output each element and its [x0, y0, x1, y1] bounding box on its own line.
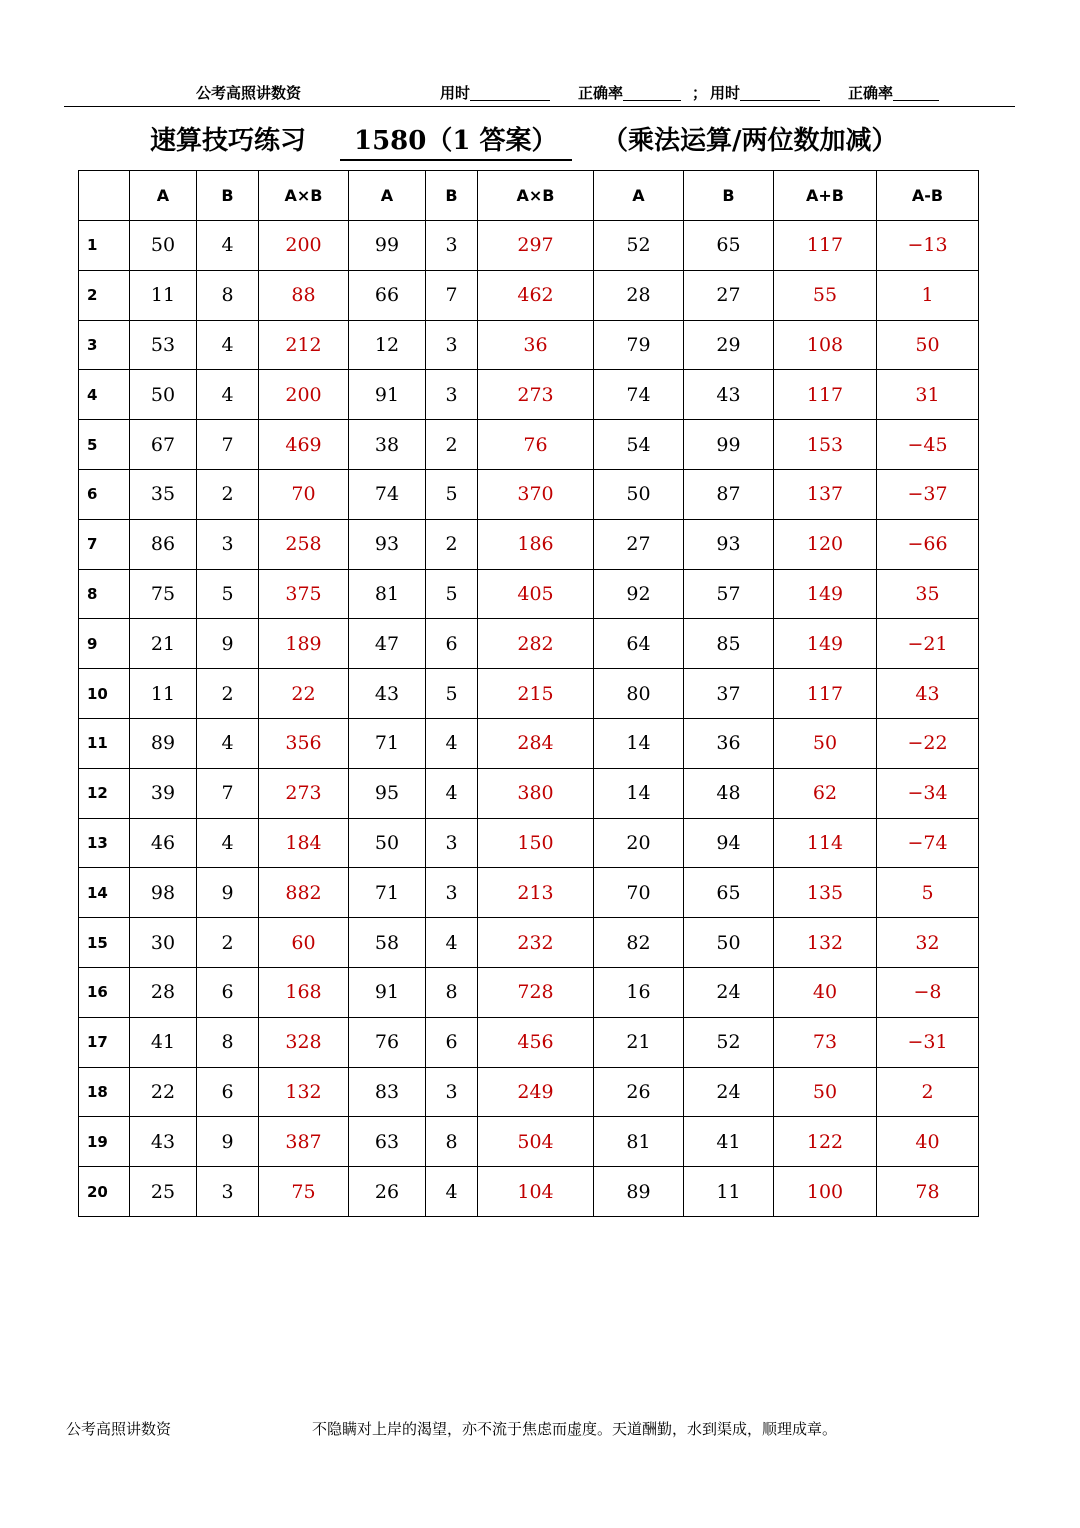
operand-cell: 3 — [426, 320, 478, 370]
operand-cell: 82 — [594, 918, 684, 968]
time-field-1[interactable] — [440, 82, 470, 103]
operand-cell: 8 — [426, 1117, 478, 1167]
operand-cell: 21 — [130, 619, 197, 669]
answer-cell: 469 — [259, 420, 349, 470]
answer-cell: 122 — [774, 1117, 877, 1167]
operand-cell: 57 — [684, 569, 774, 619]
answer-cell: 370 — [478, 469, 594, 519]
row-number: 9 — [79, 619, 130, 669]
answer-cell: −37 — [877, 469, 979, 519]
answer-cell: 728 — [478, 967, 594, 1017]
operand-cell: 52 — [684, 1017, 774, 1067]
operand-cell: 4 — [197, 320, 259, 370]
answer-cell: 88 — [259, 270, 349, 320]
answer-cell: 50 — [774, 1067, 877, 1117]
operand-cell: 3 — [197, 519, 259, 569]
operand-cell: 6 — [426, 619, 478, 669]
practice-table — [78, 170, 979, 1217]
answer-cell: 153 — [774, 420, 877, 470]
row-number: 17 — [79, 1017, 130, 1067]
answer-cell: 249 — [478, 1067, 594, 1117]
operand-cell: 4 — [426, 768, 478, 818]
answer-cell: 104 — [478, 1167, 594, 1217]
operand-cell: 25 — [130, 1167, 197, 1217]
answer-cell: 100 — [774, 1167, 877, 1217]
operand-cell: 52 — [594, 221, 684, 271]
column-header: A-B — [877, 171, 979, 221]
answer-cell: 2 — [877, 1067, 979, 1117]
row-number: 15 — [79, 918, 130, 968]
table-row — [79, 1017, 979, 1067]
answer-cell: 273 — [259, 768, 349, 818]
answer-cell: −34 — [877, 768, 979, 818]
operand-cell: 11 — [130, 669, 197, 719]
answer-cell: 22 — [259, 669, 349, 719]
operand-cell: 64 — [594, 619, 684, 669]
row-number: 10 — [79, 669, 130, 719]
operand-cell: 41 — [684, 1117, 774, 1167]
operand-cell: 65 — [684, 868, 774, 918]
answer-cell: 36 — [478, 320, 594, 370]
operand-cell: 7 — [197, 420, 259, 470]
answer-cell: 108 — [774, 320, 877, 370]
footer-motto: 不隐瞒对上岸的渴望，亦不流于焦虑而虚度。天道酬勤，水到渠成，顺理成章。 — [312, 1420, 838, 1438]
operand-cell: 71 — [349, 868, 426, 918]
operand-cell: 39 — [130, 768, 197, 818]
operand-cell: 46 — [130, 818, 197, 868]
answer-cell: 43 — [877, 669, 979, 719]
operand-cell: 58 — [349, 918, 426, 968]
column-header: B — [426, 171, 478, 221]
answer-cell: 273 — [478, 370, 594, 420]
answer-cell: 212 — [259, 320, 349, 370]
table-row — [79, 519, 979, 569]
accuracy-label-2: 正确率 — [848, 84, 894, 102]
header-brand: 公考高照讲数资 — [196, 84, 302, 102]
title-code: 1580（1 答案） — [340, 120, 572, 161]
operand-cell: 4 — [426, 918, 478, 968]
operand-cell: 91 — [349, 370, 426, 420]
operand-cell: 3 — [426, 868, 478, 918]
answer-cell: 284 — [478, 718, 594, 768]
table-row — [79, 469, 979, 519]
answer-cell: 215 — [478, 669, 594, 719]
accuracy-field-1[interactable] — [578, 82, 623, 103]
answer-cell: 73 — [774, 1017, 877, 1067]
operand-cell: 16 — [594, 967, 684, 1017]
table-row — [79, 967, 979, 1017]
operand-cell: 63 — [349, 1117, 426, 1167]
row-number: 18 — [79, 1067, 130, 1117]
operand-cell: 27 — [594, 519, 684, 569]
operand-cell: 35 — [130, 469, 197, 519]
row-number: 13 — [79, 818, 130, 868]
answer-cell: 50 — [877, 320, 979, 370]
operand-cell: 2 — [426, 420, 478, 470]
answer-cell: 117 — [774, 669, 877, 719]
operand-cell: 83 — [349, 1067, 426, 1117]
answer-cell: 62 — [774, 768, 877, 818]
answer-cell: 405 — [478, 569, 594, 619]
table-row — [79, 569, 979, 619]
answer-cell: 258 — [259, 519, 349, 569]
answer-cell: 200 — [259, 370, 349, 420]
answer-cell: 186 — [478, 519, 594, 569]
operand-cell: 9 — [197, 619, 259, 669]
answer-cell: −66 — [877, 519, 979, 569]
operand-cell: 3 — [426, 1067, 478, 1117]
operand-cell: 99 — [349, 221, 426, 271]
operand-cell: 3 — [426, 221, 478, 271]
operand-cell: 81 — [594, 1117, 684, 1167]
operand-cell: 37 — [684, 669, 774, 719]
accuracy-field-2[interactable] — [848, 82, 893, 103]
operand-cell: 8 — [197, 270, 259, 320]
operand-cell: 80 — [594, 669, 684, 719]
operand-cell: 71 — [349, 718, 426, 768]
operand-cell: 3 — [426, 370, 478, 420]
operand-cell: 6 — [197, 1067, 259, 1117]
operand-cell: 5 — [426, 569, 478, 619]
operand-cell: 29 — [684, 320, 774, 370]
answer-cell: 387 — [259, 1117, 349, 1167]
answer-cell: −31 — [877, 1017, 979, 1067]
header-bar — [64, 78, 1014, 106]
answer-cell: 137 — [774, 469, 877, 519]
answer-cell: −74 — [877, 818, 979, 868]
operand-cell: 22 — [130, 1067, 197, 1117]
answer-cell: 328 — [259, 1017, 349, 1067]
operand-cell: 43 — [349, 669, 426, 719]
operand-cell: 75 — [130, 569, 197, 619]
operand-cell: 30 — [130, 918, 197, 968]
operand-cell: 2 — [426, 519, 478, 569]
answer-cell: 117 — [774, 221, 877, 271]
operand-cell: 92 — [594, 569, 684, 619]
row-number: 14 — [79, 868, 130, 918]
table-row — [79, 370, 979, 420]
row-number: 5 — [79, 420, 130, 470]
operand-cell: 5 — [426, 669, 478, 719]
operand-cell: 14 — [594, 718, 684, 768]
operand-cell: 74 — [349, 469, 426, 519]
table-row — [79, 1167, 979, 1217]
operand-cell: 9 — [197, 1117, 259, 1167]
operand-cell: 4 — [426, 1167, 478, 1217]
row-number: 19 — [79, 1117, 130, 1167]
operand-cell: 3 — [426, 818, 478, 868]
operand-cell: 48 — [684, 768, 774, 818]
table-row — [79, 868, 979, 918]
operand-cell: 74 — [594, 370, 684, 420]
operand-cell: 2 — [197, 918, 259, 968]
operand-cell: 6 — [426, 1017, 478, 1067]
answer-cell: 132 — [259, 1067, 349, 1117]
operand-cell: 8 — [197, 1017, 259, 1067]
operand-cell: 21 — [594, 1017, 684, 1067]
table-row — [79, 221, 979, 271]
answer-cell: 135 — [774, 868, 877, 918]
accuracy-blank-1[interactable] — [623, 86, 681, 101]
operand-cell: 70 — [594, 868, 684, 918]
answer-cell: 882 — [259, 868, 349, 918]
answer-cell: 168 — [259, 967, 349, 1017]
operand-cell: 28 — [594, 270, 684, 320]
footer-brand: 公考高照讲数资 — [66, 1420, 172, 1438]
operand-cell: 67 — [130, 420, 197, 470]
time-blank-1[interactable] — [470, 86, 550, 101]
operand-cell: 47 — [349, 619, 426, 669]
answer-cell: 356 — [259, 718, 349, 768]
operand-cell: 12 — [349, 320, 426, 370]
operand-cell: 3 — [197, 1167, 259, 1217]
table-row — [79, 320, 979, 370]
answer-cell: 149 — [774, 569, 877, 619]
row-number: 4 — [79, 370, 130, 420]
operand-cell: 4 — [197, 221, 259, 271]
column-header: B — [684, 171, 774, 221]
operand-cell: 95 — [349, 768, 426, 818]
answer-cell: 114 — [774, 818, 877, 868]
operand-cell: 2 — [197, 469, 259, 519]
operand-cell: 50 — [594, 469, 684, 519]
operand-cell: 5 — [197, 569, 259, 619]
operand-cell: 9 — [197, 868, 259, 918]
answer-cell: 189 — [259, 619, 349, 669]
column-header: A — [130, 171, 197, 221]
column-header: A+B — [774, 171, 877, 221]
column-header: A×B — [478, 171, 594, 221]
operand-cell: 91 — [349, 967, 426, 1017]
time-field-2[interactable] — [710, 82, 740, 103]
operand-cell: 7 — [426, 270, 478, 320]
answer-cell: −22 — [877, 718, 979, 768]
operand-cell: 38 — [349, 420, 426, 470]
table-row — [79, 270, 979, 320]
operand-cell: 8 — [426, 967, 478, 1017]
operand-cell: 41 — [130, 1017, 197, 1067]
answer-cell: 40 — [877, 1117, 979, 1167]
answer-cell: 40 — [774, 967, 877, 1017]
row-number: 12 — [79, 768, 130, 818]
answer-cell: 32 — [877, 918, 979, 968]
operand-cell: 81 — [349, 569, 426, 619]
operand-cell: 50 — [684, 918, 774, 968]
time-label-1: 用时 — [440, 84, 471, 102]
answer-cell: 380 — [478, 768, 594, 818]
row-number: 1 — [79, 221, 130, 271]
operand-cell: 36 — [684, 718, 774, 768]
table-row — [79, 669, 979, 719]
table-row — [79, 768, 979, 818]
answer-cell: 76 — [478, 420, 594, 470]
column-header — [79, 171, 130, 221]
answer-cell: 184 — [259, 818, 349, 868]
operand-cell: 86 — [130, 519, 197, 569]
operand-cell: 53 — [130, 320, 197, 370]
operand-cell: 4 — [197, 370, 259, 420]
answer-cell: −45 — [877, 420, 979, 470]
title-main: 速算技巧练习 — [150, 126, 307, 156]
operand-cell: 50 — [130, 370, 197, 420]
answer-cell: 456 — [478, 1017, 594, 1067]
row-number: 11 — [79, 718, 130, 768]
answer-cell: 282 — [478, 619, 594, 669]
table-row — [79, 918, 979, 968]
operand-cell: 7 — [197, 768, 259, 818]
answer-cell: 132 — [774, 918, 877, 968]
table-row — [79, 619, 979, 669]
accuracy-label-1: 正确率 — [578, 84, 624, 102]
answer-cell: 120 — [774, 519, 877, 569]
answer-cell: 78 — [877, 1167, 979, 1217]
operand-cell: 28 — [130, 967, 197, 1017]
operand-cell: 6 — [197, 967, 259, 1017]
operand-cell: 4 — [426, 718, 478, 768]
operand-cell: 27 — [684, 270, 774, 320]
row-number: 3 — [79, 320, 130, 370]
operand-cell: 89 — [594, 1167, 684, 1217]
title-subtitle: （乘法运算/两位数加减） — [602, 126, 898, 156]
header-divider — [64, 106, 1015, 107]
operand-cell: 98 — [130, 868, 197, 918]
operand-cell: 26 — [349, 1167, 426, 1217]
operand-cell: 65 — [684, 221, 774, 271]
column-header: B — [197, 171, 259, 221]
accuracy-blank-2[interactable] — [893, 86, 939, 101]
operand-cell: 2 — [197, 669, 259, 719]
operand-cell: 24 — [684, 967, 774, 1017]
operand-cell: 14 — [594, 768, 684, 818]
operand-cell: 79 — [594, 320, 684, 370]
table-header-row — [79, 171, 979, 221]
table-row — [79, 818, 979, 868]
row-number: 8 — [79, 569, 130, 619]
answer-cell: 117 — [774, 370, 877, 420]
answer-cell: 31 — [877, 370, 979, 420]
operand-cell: 89 — [130, 718, 197, 768]
operand-cell: 87 — [684, 469, 774, 519]
row-number: 16 — [79, 967, 130, 1017]
time-blank-2[interactable] — [740, 86, 820, 101]
operand-cell: 54 — [594, 420, 684, 470]
answer-cell: 35 — [877, 569, 979, 619]
operand-cell: 50 — [349, 818, 426, 868]
operand-cell: 93 — [684, 519, 774, 569]
answer-cell: −13 — [877, 221, 979, 271]
answer-cell: 55 — [774, 270, 877, 320]
column-header: A×B — [259, 171, 349, 221]
table-row — [79, 718, 979, 768]
answer-cell: 232 — [478, 918, 594, 968]
answer-cell: 150 — [478, 818, 594, 868]
answer-cell: 70 — [259, 469, 349, 519]
answer-cell: 504 — [478, 1117, 594, 1167]
row-number: 7 — [79, 519, 130, 569]
operand-cell: 4 — [197, 818, 259, 868]
operand-cell: 50 — [130, 221, 197, 271]
answer-cell: 375 — [259, 569, 349, 619]
table-row — [79, 1117, 979, 1167]
column-header: A — [594, 171, 684, 221]
answer-cell: 149 — [774, 619, 877, 669]
answer-cell: 297 — [478, 221, 594, 271]
operand-cell: 11 — [130, 270, 197, 320]
operand-cell: 24 — [684, 1067, 774, 1117]
header-separator: ； — [692, 84, 708, 102]
table-row — [79, 420, 979, 470]
answer-cell: 75 — [259, 1167, 349, 1217]
answer-cell: 1 — [877, 270, 979, 320]
answer-cell: 200 — [259, 221, 349, 271]
answer-cell: 213 — [478, 868, 594, 918]
row-number: 6 — [79, 469, 130, 519]
operand-cell: 93 — [349, 519, 426, 569]
operand-cell: 20 — [594, 818, 684, 868]
operand-cell: 85 — [684, 619, 774, 669]
operand-cell: 99 — [684, 420, 774, 470]
operand-cell: 66 — [349, 270, 426, 320]
column-header: A — [349, 171, 426, 221]
operand-cell: 43 — [684, 370, 774, 420]
row-number: 2 — [79, 270, 130, 320]
answer-cell: 462 — [478, 270, 594, 320]
operand-cell: 94 — [684, 818, 774, 868]
operand-cell: 76 — [349, 1017, 426, 1067]
answer-cell: 60 — [259, 918, 349, 968]
answer-cell: −21 — [877, 619, 979, 669]
operand-cell: 4 — [197, 718, 259, 768]
answer-cell: 50 — [774, 718, 877, 768]
answer-cell: 5 — [877, 868, 979, 918]
operand-cell: 43 — [130, 1117, 197, 1167]
row-number: 20 — [79, 1167, 130, 1217]
time-label-2: 用时 — [710, 84, 741, 102]
operand-cell: 26 — [594, 1067, 684, 1117]
operand-cell: 5 — [426, 469, 478, 519]
operand-cell: 11 — [684, 1167, 774, 1217]
answer-cell: −8 — [877, 967, 979, 1017]
table-row — [79, 1067, 979, 1117]
